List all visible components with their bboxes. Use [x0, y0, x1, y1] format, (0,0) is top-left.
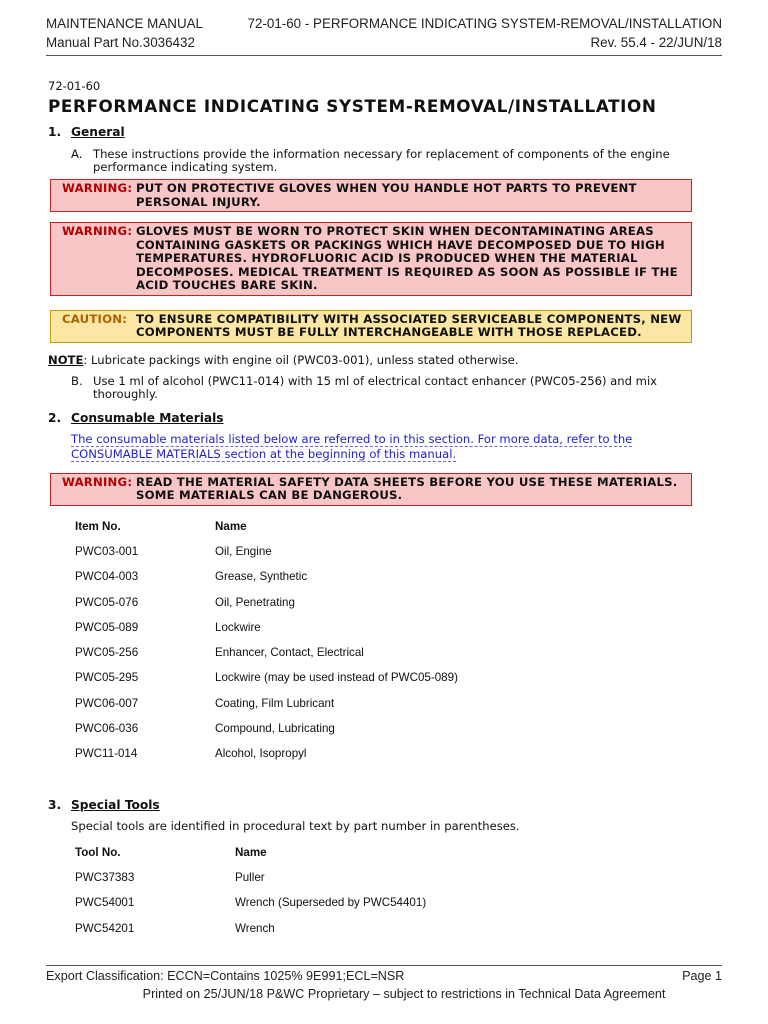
item-name: Grease, Synthetic	[215, 570, 308, 584]
item-name: Oil, Engine	[215, 544, 272, 558]
paragraph-letter: A.	[71, 147, 83, 161]
table-row	[75, 665, 716, 690]
column-header-tool: Tool No.	[75, 845, 121, 859]
caution-tag: CAUTION:	[62, 311, 128, 326]
table-row	[75, 589, 716, 614]
table-header	[75, 839, 716, 864]
note-text: : Lubricate packings with engine oil (PWC03-001), unless stated otherwise.	[83, 352, 519, 367]
manual-name: MAINTENANCE MANUAL	[46, 16, 203, 31]
header-divider	[46, 55, 722, 56]
warning-text: PUT ON PROTECTIVE GLOVES WHEN YOU HANDLE HOT PARTS TO PREVENT PERSONAL INJURY.	[136, 181, 637, 209]
table-row	[75, 564, 716, 589]
tool-name: Puller	[235, 870, 265, 884]
warning-tag: WARNING:	[62, 474, 133, 489]
item-number: PWC05-076	[75, 595, 139, 609]
page-header	[46, 14, 722, 52]
paragraph-text: Use 1 ml of alcohol (PWC11-014) with 15 ml of electrical contact enhancer (PWC05-256) and mix thoroughly.	[93, 373, 658, 401]
tool-name: Wrench	[235, 921, 275, 935]
item-number: PWC05-089	[75, 620, 139, 634]
section-label[interactable]: General	[71, 125, 125, 139]
table-row	[75, 741, 716, 766]
section-label[interactable]: Special Tools	[71, 798, 160, 813]
item-name: Enhancer, Contact, Electrical	[215, 646, 364, 660]
paragraph-b	[71, 375, 716, 401]
tool-number: PWC54001	[75, 896, 135, 910]
footer-divider	[46, 965, 722, 966]
table-row	[75, 716, 716, 741]
table-row	[75, 640, 716, 665]
section-tools-heading	[48, 797, 716, 813]
note-label: NOTE	[48, 352, 84, 367]
item-name: Lockwire (may be used instead of PWC05-089)	[215, 671, 458, 685]
consumables-reference-link[interactable]	[71, 432, 716, 462]
item-number: PWC05-256	[75, 646, 139, 660]
warning-tag: WARNING:	[62, 181, 133, 195]
item-name: Alcohol, Isopropyl	[215, 747, 307, 761]
manual-part-number: Manual Part No.3036432	[46, 35, 195, 50]
document-body	[48, 79, 716, 941]
tool-number: PWC54201	[75, 921, 135, 935]
item-number: PWC06-036	[75, 722, 139, 736]
item-name: Lockwire	[215, 620, 261, 634]
warning-box-gloves	[50, 179, 692, 212]
tools-intro: Special tools are identified in procedural text by part number in parentheses.	[71, 819, 520, 834]
caution-text: TO ENSURE COMPATIBILITY WITH ASSOCIATED SERVICEABLE COMPONENTS, NEW COMPONENTS MUST BE FULLY INTERCHANGEABLE WITH THOSE REPLACED.	[136, 311, 682, 339]
warning-text: READ THE MATERIAL SAFETY DATA SHEETS BEFORE YOU USE THESE MATERIALS. SOME MATERIALS CAN BE DANGEROUS.	[136, 474, 678, 502]
table-row	[75, 865, 716, 890]
table-row	[75, 890, 716, 915]
paragraph-text: These instructions provide the information necessary for replacement of components of the engine performance indicating system.	[93, 147, 670, 174]
item-number: PWC04-003	[75, 570, 139, 584]
warning-text: GLOVES MUST BE WORN TO PROTECT SKIN WHEN DECONTAMINATING AREAS CONTAINING GASKETS OR PACKINGS WHICH HAVE DECOMPOSED DUE TO HIGH TEMPERATURES. HYDROFLUORIC ACID IS PRODUCED WHEN THE MATERIAL DECOMPOSES. MEDICAL TREATMENT IS REQUIRED AS SOON AS POSSIBLE IF THE ACID TOUCHES BARE SKIN.	[136, 224, 678, 292]
column-header-item: Item No.	[75, 519, 121, 533]
table-header	[75, 514, 716, 539]
export-classification: Export Classification: ECCN=Contains 1025% 9E991;ECL=NSR	[46, 969, 405, 983]
warning-box-acid	[50, 222, 692, 296]
link-text[interactable]: The consumable materials listed below are referred to in this section. For more data, refer to the CONSUMABLE MATERIALS section at the beginning of this manual.	[71, 431, 633, 461]
document-id: 72-01-60	[48, 79, 101, 93]
paragraph-a	[71, 148, 716, 174]
caution-box	[50, 310, 692, 343]
column-header-name: Name	[215, 519, 247, 533]
item-number: PWC11-014	[75, 747, 138, 761]
item-number: PWC06-007	[75, 696, 139, 710]
note	[48, 353, 716, 367]
header-section-title: 72-01-60 - PERFORMANCE INDICATING SYSTEM-REMOVAL/INSTALLATION	[247, 16, 722, 31]
tool-name: Wrench (Superseded by PWC54401)	[235, 896, 427, 910]
section-number: 2.	[48, 410, 62, 425]
item-name: Coating, Film Lubricant	[215, 696, 335, 710]
consumables-table	[75, 514, 716, 767]
warning-tag: WARNING:	[62, 224, 133, 238]
column-header-name: Name	[235, 845, 267, 859]
print-notice: Printed on 25/JUN/18 P&WC Proprietary – subject to restrictions in Technical Data Agreement	[142, 987, 666, 1001]
tools-table	[75, 839, 716, 940]
page-number: Page 1	[682, 969, 722, 983]
tool-number: PWC37383	[75, 870, 135, 884]
page-title: PERFORMANCE INDICATING SYSTEM-REMOVAL/INSTALLATION	[48, 96, 657, 116]
table-row	[75, 615, 716, 640]
item-number: PWC03-001	[75, 544, 139, 558]
table-row	[75, 915, 716, 940]
item-number: PWC05-295	[75, 671, 139, 685]
revision-info: Rev. 55.4 - 22/JUN/18	[590, 35, 722, 50]
item-name: Compound, Lubricating	[215, 722, 335, 736]
section-label[interactable]: Consumable Materials	[71, 410, 224, 425]
section-consumables-heading	[48, 410, 716, 426]
section-number: 3.	[48, 798, 62, 813]
page-footer	[46, 968, 722, 1003]
warning-box-msds	[50, 473, 692, 506]
section-number: 1.	[48, 125, 62, 139]
section-general-heading	[48, 124, 716, 140]
paragraph-letter: B.	[71, 373, 83, 388]
table-row	[75, 539, 716, 564]
item-name: Oil, Penetrating	[215, 595, 295, 609]
table-row	[75, 691, 716, 716]
